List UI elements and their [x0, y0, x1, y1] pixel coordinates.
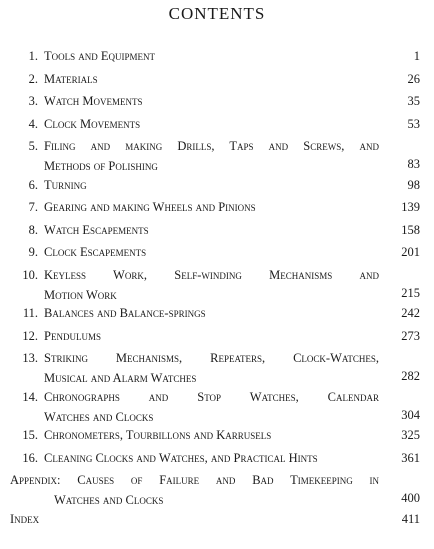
toc-entry-14[interactable] — [0, 387, 434, 426]
entry-title: Chronometers, Tourbillons and Karrusels — [44, 428, 272, 442]
entry-title: Watch Movements — [44, 94, 143, 108]
entry-number: 14. — [22, 389, 38, 404]
entry-number: 12. — [22, 328, 38, 343]
entry-title: Index — [10, 511, 40, 526]
entry-page: 282 — [401, 369, 420, 383]
entry-page: 273 — [401, 328, 420, 343]
toc-entry-5[interactable] — [0, 136, 434, 175]
entry-page: 400 — [401, 491, 420, 505]
entry-page: 411 — [401, 511, 420, 526]
entry-page: 304 — [401, 407, 420, 422]
toc-entry-16[interactable] — [0, 448, 434, 471]
entry-title: Filing and making Drills, Taps and Screws, and Methods of Polishing — [44, 139, 379, 173]
toc-entry-index[interactable] — [0, 509, 434, 532]
table-of-contents — [0, 46, 434, 531]
toc-entry-1[interactable] — [0, 46, 434, 69]
entry-page: 242 — [401, 306, 420, 320]
entry-title: Keyless Work, Self-winding Mechanisms and Motion Work — [44, 267, 379, 302]
entry-page: 158 — [401, 222, 420, 237]
entry-title: Chronographs and Stop Watches, Calendar Watches and Clocks — [44, 389, 379, 424]
entry-number: 5. — [28, 139, 38, 153]
entry-page: 215 — [401, 285, 420, 300]
entry-number: 16. — [22, 450, 38, 465]
entry-title: Turning — [44, 177, 87, 192]
toc-entry-4[interactable] — [0, 114, 434, 137]
toc-entry-12[interactable] — [0, 326, 434, 349]
entry-number: 6. — [28, 177, 38, 192]
entry-title: Clock Escapements — [44, 245, 147, 259]
entry-page: 325 — [401, 428, 420, 442]
entry-title: Cleaning Clocks and Watches, and Practical Hints — [44, 450, 318, 465]
toc-entry-10[interactable] — [0, 265, 434, 304]
toc-entry-2[interactable] — [0, 69, 434, 92]
toc-entry-appendix[interactable] — [0, 470, 434, 509]
page-title: CONTENTS — [168, 4, 266, 23]
entry-title: Appendix: Causes of Failure and Bad Timekeeping in Watches and Clocks — [10, 473, 379, 507]
entry-page: 83 — [407, 157, 420, 171]
entry-page: 35 — [407, 94, 420, 108]
entry-title: Gearing and making Wheels and Pinions — [44, 200, 256, 214]
entry-number: 9. — [28, 245, 38, 259]
toc-entry-7[interactable] — [0, 197, 434, 220]
entry-number: 4. — [28, 116, 38, 131]
toc-entry-9[interactable] — [0, 242, 434, 265]
entry-page: 139 — [401, 200, 420, 214]
toc-entry-15[interactable] — [0, 425, 434, 448]
entry-page: 361 — [401, 450, 420, 465]
entry-number: 10. — [22, 267, 38, 282]
entry-number: 15. — [22, 428, 38, 442]
toc-entry-3[interactable] — [0, 91, 434, 114]
entry-page: 53 — [407, 116, 420, 131]
entry-title: Materials — [44, 71, 98, 86]
entry-number: 11. — [22, 306, 38, 320]
entry-title: Clock Movements — [44, 116, 141, 131]
entry-number: 1. — [28, 49, 38, 63]
entry-number: 7. — [28, 200, 38, 214]
entry-title: Tools and Equipment — [44, 49, 156, 63]
entry-number: 13. — [22, 351, 38, 365]
entry-page: 98 — [407, 177, 420, 192]
toc-entry-11[interactable] — [0, 303, 434, 326]
entry-title: Balances and Balance-springs — [44, 306, 206, 320]
toc-entry-6[interactable] — [0, 175, 434, 198]
entry-number: 3. — [28, 94, 38, 108]
entry-number: 2. — [28, 71, 38, 86]
entry-page: 1 — [413, 49, 420, 63]
entry-title: Striking Mechanisms, Repeaters, Clock-Watches, Musical and Alarm Watches — [44, 351, 379, 385]
entry-page: 201 — [401, 245, 420, 259]
entry-title: Watch Escapements — [44, 222, 149, 237]
toc-entry-8[interactable] — [0, 220, 434, 243]
entry-page: 26 — [407, 71, 420, 86]
entry-title: Pendulums — [44, 328, 101, 343]
entry-number: 8. — [28, 222, 38, 237]
toc-entry-13[interactable] — [0, 348, 434, 387]
